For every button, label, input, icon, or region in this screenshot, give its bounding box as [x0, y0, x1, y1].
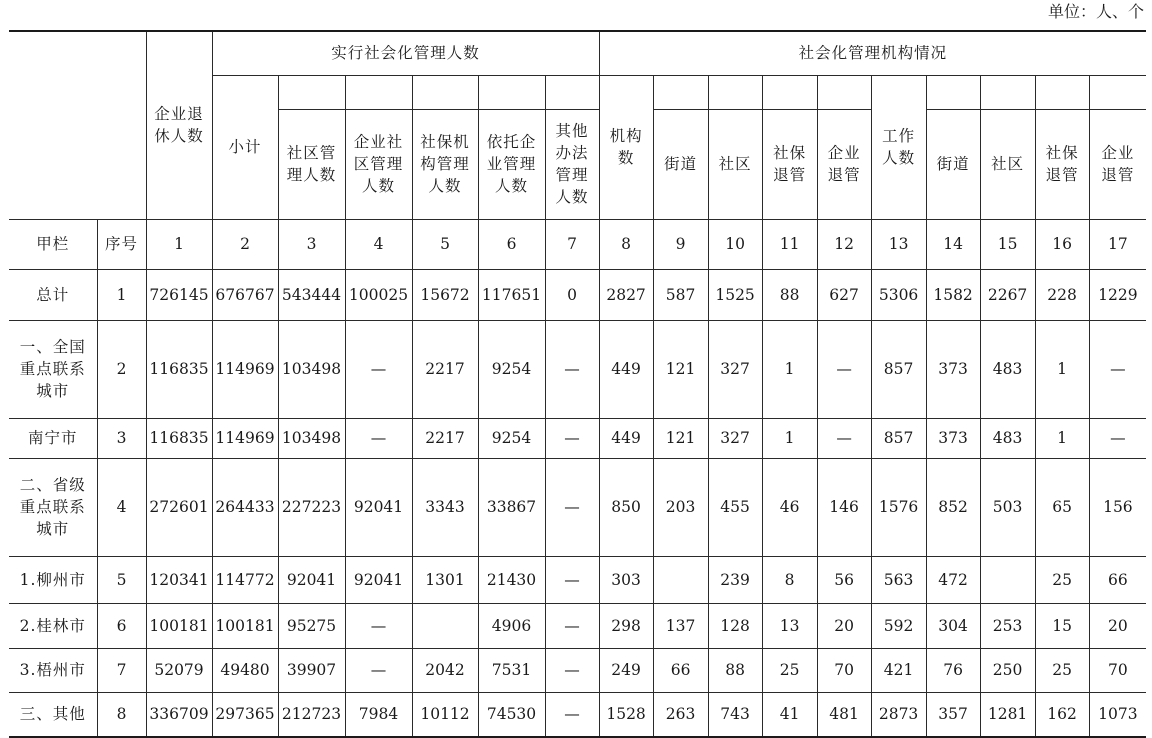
cell-value: 592 [871, 603, 926, 648]
cell-value: 114969 [212, 418, 278, 458]
cell-value: 9254 [478, 418, 545, 458]
index-seq: 序号 [97, 219, 146, 269]
cell-value: 272601 [146, 458, 212, 556]
cell-value: — [545, 556, 599, 603]
cell-value: 263 [653, 692, 708, 737]
cell-value: 25 [1035, 556, 1089, 603]
cell-value: 76 [926, 648, 980, 692]
row-seq: 4 [97, 458, 146, 556]
cell-value: 9254 [478, 320, 545, 418]
statistics-table [9, 30, 1146, 738]
cell-value: 56 [817, 556, 871, 603]
index-num: 13 [871, 219, 926, 269]
cell-value: 70 [1089, 648, 1146, 692]
header-col-7: 其他办法管理人数 [545, 109, 599, 219]
cell-value: — [545, 418, 599, 458]
cell-value: 1 [762, 320, 817, 418]
cell-value: 249 [599, 648, 653, 692]
cell-value: 25 [1035, 648, 1089, 692]
header-col-2: 小计 [212, 75, 278, 219]
header-col-17: 企业退管 [1089, 109, 1146, 219]
cell-value: 92041 [345, 458, 412, 556]
header-col-15: 社区 [980, 109, 1035, 219]
index-num: 7 [545, 219, 599, 269]
cell-value: 25 [762, 648, 817, 692]
index-label: 甲栏 [9, 219, 97, 269]
header-col-11-top [762, 75, 817, 109]
cell-value: 128 [708, 603, 762, 648]
cell-value: 228 [1035, 269, 1089, 320]
cell-value: 357 [926, 692, 980, 737]
cell-value: 117651 [478, 269, 545, 320]
cell-value: 1 [762, 418, 817, 458]
cell-value: 250 [980, 648, 1035, 692]
cell-value: 88 [708, 648, 762, 692]
cell-value: 116835 [146, 418, 212, 458]
row-seq: 3 [97, 418, 146, 458]
table-row [9, 269, 1146, 320]
cell-value: 20 [1089, 603, 1146, 648]
index-num: 10 [708, 219, 762, 269]
cell-value: 146 [817, 458, 871, 556]
header-col-10-top [708, 75, 762, 109]
cell-value: 1576 [871, 458, 926, 556]
cell-value: 13 [762, 603, 817, 648]
cell-value: — [817, 418, 871, 458]
cell-value: 20 [817, 603, 871, 648]
row-seq: 2 [97, 320, 146, 418]
index-row [9, 219, 1146, 269]
cell-value: 103498 [278, 320, 345, 418]
cell-value: 2217 [412, 418, 478, 458]
header-group-managed-count: 实行社会化管理人数 [212, 31, 599, 75]
cell-value: 8 [762, 556, 817, 603]
cell-value: 297365 [212, 692, 278, 737]
cell-value: 5306 [871, 269, 926, 320]
index-num: 15 [980, 219, 1035, 269]
header-group-institutions: 社会化管理机构情况 [599, 31, 1146, 75]
index-num: 4 [345, 219, 412, 269]
cell-value: — [1089, 418, 1146, 458]
index-num: 2 [212, 219, 278, 269]
cell-value: 239 [708, 556, 762, 603]
row-label-text: 一、全国重点联系城市 [19, 338, 86, 400]
index-num: 17 [1089, 219, 1146, 269]
cell-value: 253 [980, 603, 1035, 648]
cell-value: 373 [926, 418, 980, 458]
header-col-9: 街道 [653, 109, 708, 219]
cell-value: 1582 [926, 269, 980, 320]
index-num: 9 [653, 219, 708, 269]
cell-value: 1 [1035, 320, 1089, 418]
header-col-16: 社保退管 [1035, 109, 1089, 219]
cell-value: 587 [653, 269, 708, 320]
cell-value: 1528 [599, 692, 653, 737]
index-num: 11 [762, 219, 817, 269]
cell-value: 1229 [1089, 269, 1146, 320]
cell-value: — [545, 648, 599, 692]
header-col-17-top [1089, 75, 1146, 109]
cell-value: 303 [599, 556, 653, 603]
cell-value: 857 [871, 418, 926, 458]
cell-value: 627 [817, 269, 871, 320]
header-col-7-top [545, 75, 599, 109]
cell-value: 7531 [478, 648, 545, 692]
cell-value: 726145 [146, 269, 212, 320]
table-row [9, 418, 1146, 458]
header-col-5: 社保机构管理人数 [412, 109, 478, 219]
table-row [9, 603, 1146, 648]
cell-value: 304 [926, 603, 980, 648]
cell-value: — [545, 320, 599, 418]
cell-value: 46 [762, 458, 817, 556]
cell-value: 563 [871, 556, 926, 603]
cell-value: 481 [817, 692, 871, 737]
cell-value: — [345, 418, 412, 458]
unit-label: 单位：人、个 [1047, 2, 1144, 21]
header-col-4-top [345, 75, 412, 109]
table-row [9, 692, 1146, 737]
header-col-5-top [412, 75, 478, 109]
cell-value: 100181 [146, 603, 212, 648]
row-label [9, 320, 97, 418]
cell-value: 1 [1035, 418, 1089, 458]
cell-value: 336709 [146, 692, 212, 737]
cell-value: 2042 [412, 648, 478, 692]
header-col-3-top [278, 75, 345, 109]
cell-value: 2873 [871, 692, 926, 737]
index-num: 5 [412, 219, 478, 269]
row-label: 总计 [9, 269, 97, 320]
cell-value: 503 [980, 458, 1035, 556]
cell-value: 114772 [212, 556, 278, 603]
stub-header [9, 31, 146, 219]
cell-value: 1073 [1089, 692, 1146, 737]
row-label: 南宁市 [9, 418, 97, 458]
cell-value: 10112 [412, 692, 478, 737]
cell-value: 70 [817, 648, 871, 692]
row-seq: 1 [97, 269, 146, 320]
cell-value: 33867 [478, 458, 545, 556]
cell-value: 156 [1089, 458, 1146, 556]
index-num: 16 [1035, 219, 1089, 269]
cell-value: 2827 [599, 269, 653, 320]
index-num: 14 [926, 219, 980, 269]
index-num: 8 [599, 219, 653, 269]
cell-value: 327 [708, 418, 762, 458]
cell-value: 137 [653, 603, 708, 648]
row-label [9, 458, 97, 556]
index-num: 1 [146, 219, 212, 269]
cell-value [980, 556, 1035, 603]
cell-value: 92041 [345, 556, 412, 603]
header-col-10: 社区 [708, 109, 762, 219]
cell-value: 4906 [478, 603, 545, 648]
cell-value: 114969 [212, 320, 278, 418]
cell-value: 227223 [278, 458, 345, 556]
cell-value: 15672 [412, 269, 478, 320]
cell-value: 483 [980, 418, 1035, 458]
table-row [9, 556, 1146, 603]
cell-value: 49480 [212, 648, 278, 692]
row-label: 1.柳州市 [9, 556, 97, 603]
cell-value: 2267 [980, 269, 1035, 320]
cell-value: 66 [653, 648, 708, 692]
cell-value: 1301 [412, 556, 478, 603]
header-col-12-top [817, 75, 871, 109]
header-col-14-top [926, 75, 980, 109]
cell-value: 327 [708, 320, 762, 418]
cell-value: — [545, 692, 599, 737]
row-label: 2.桂林市 [9, 603, 97, 648]
header-col-1: 企业退休人数 [146, 31, 212, 219]
cell-value: 455 [708, 458, 762, 556]
cell-value: 41 [762, 692, 817, 737]
cell-value: 212723 [278, 692, 345, 737]
cell-value: 676767 [212, 269, 278, 320]
cell-value: 74530 [478, 692, 545, 737]
cell-value: — [345, 320, 412, 418]
cell-value: 66 [1089, 556, 1146, 603]
cell-value: 21430 [478, 556, 545, 603]
header-col-14: 街道 [926, 109, 980, 219]
header-col-8: 机构数 [599, 75, 653, 219]
cell-value: 7984 [345, 692, 412, 737]
header-col-15-top [980, 75, 1035, 109]
cell-value: — [345, 603, 412, 648]
row-seq: 7 [97, 648, 146, 692]
cell-value: 203 [653, 458, 708, 556]
cell-value [653, 556, 708, 603]
cell-value: — [817, 320, 871, 418]
cell-value: 100025 [345, 269, 412, 320]
index-num: 6 [478, 219, 545, 269]
cell-value: 850 [599, 458, 653, 556]
cell-value: 472 [926, 556, 980, 603]
cell-value: 0 [545, 269, 599, 320]
index-num: 3 [278, 219, 345, 269]
cell-value: 857 [871, 320, 926, 418]
cell-value: 264433 [212, 458, 278, 556]
cell-value: 39907 [278, 648, 345, 692]
row-label: 三、其他 [9, 692, 97, 737]
cell-value: 103498 [278, 418, 345, 458]
table-row [9, 648, 1146, 692]
cell-value: — [545, 603, 599, 648]
header-col-12: 企业退管 [817, 109, 871, 219]
cell-value: 15 [1035, 603, 1089, 648]
cell-value: 120341 [146, 556, 212, 603]
cell-value: 1525 [708, 269, 762, 320]
cell-value: 65 [1035, 458, 1089, 556]
cell-value: 121 [653, 418, 708, 458]
cell-value: — [345, 648, 412, 692]
header-col-6-top [478, 75, 545, 109]
header-col-4: 企业社区管理人数 [345, 109, 412, 219]
cell-value: 298 [599, 603, 653, 648]
cell-value: 1281 [980, 692, 1035, 737]
cell-value: 483 [980, 320, 1035, 418]
cell-value: 121 [653, 320, 708, 418]
cell-value: 449 [599, 320, 653, 418]
table-row [9, 458, 1146, 556]
cell-value: 92041 [278, 556, 345, 603]
cell-value: 88 [762, 269, 817, 320]
cell-value: 373 [926, 320, 980, 418]
cell-value [412, 603, 478, 648]
cell-value: 116835 [146, 320, 212, 418]
cell-value: 543444 [278, 269, 345, 320]
header-col-3: 社区管理人数 [278, 109, 345, 219]
cell-value: 421 [871, 648, 926, 692]
cell-value: 852 [926, 458, 980, 556]
header-col-16-top [1035, 75, 1089, 109]
row-seq: 8 [97, 692, 146, 737]
row-seq: 5 [97, 556, 146, 603]
header-col-11: 社保退管 [762, 109, 817, 219]
header-col-6: 依托企业管理人数 [478, 109, 545, 219]
row-label: 3.梧州市 [9, 648, 97, 692]
cell-value: — [1089, 320, 1146, 418]
header-col-13: 工作人数 [871, 75, 926, 219]
cell-value: — [545, 458, 599, 556]
table-row [9, 320, 1146, 418]
cell-value: 2217 [412, 320, 478, 418]
cell-value: 95275 [278, 603, 345, 648]
cell-value: 3343 [412, 458, 478, 556]
row-label-text: 二、省级重点联系城市 [19, 476, 86, 538]
cell-value: 743 [708, 692, 762, 737]
cell-value: 449 [599, 418, 653, 458]
cell-value: 162 [1035, 692, 1089, 737]
cell-value: 100181 [212, 603, 278, 648]
cell-value: 52079 [146, 648, 212, 692]
row-seq: 6 [97, 603, 146, 648]
header-col-9-top [653, 75, 708, 109]
index-num: 12 [817, 219, 871, 269]
